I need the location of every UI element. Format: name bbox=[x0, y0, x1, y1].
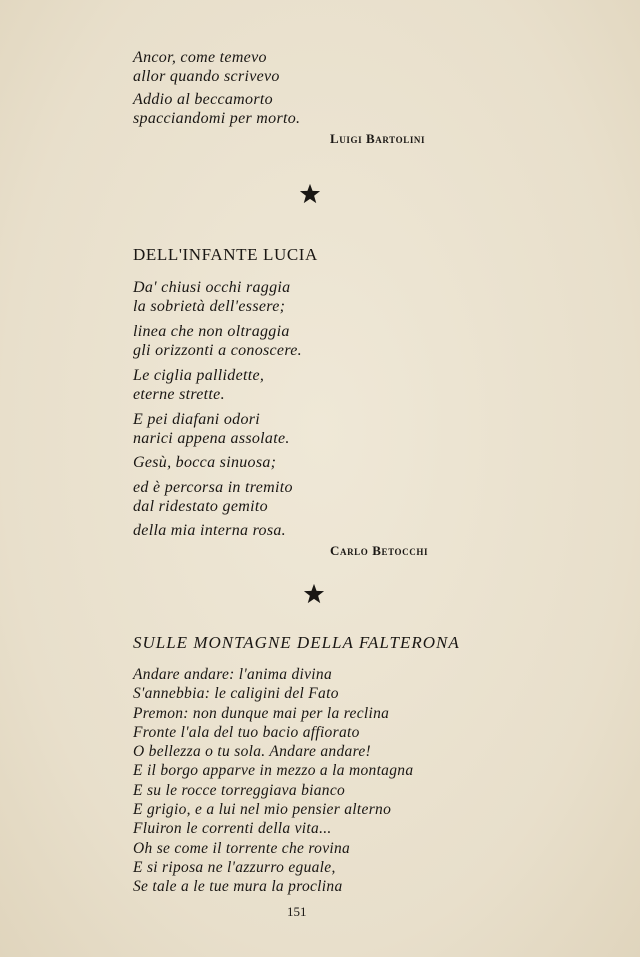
poem2-stanza-6 bbox=[133, 478, 293, 516]
poem2-title: DELL'INFANTE LUCIA bbox=[133, 245, 318, 264]
poem-line: Fronte l'ala del tuo bacio affiorato bbox=[133, 723, 360, 741]
page-number: 151 bbox=[287, 904, 307, 919]
poem2-author: Carlo Betocchi bbox=[330, 543, 429, 558]
poem2-stanza-4 bbox=[133, 410, 290, 448]
poem-line: ed è percorsa in tremito bbox=[133, 479, 293, 496]
poem2-stanza-1 bbox=[133, 278, 290, 316]
star-icon bbox=[299, 183, 321, 205]
poem-line: gli orizzonti a conoscere. bbox=[133, 342, 302, 359]
poem3-title: SULLE MONTAGNE DELLA FALTERONA bbox=[133, 633, 460, 652]
poem-line: Fluiron le correnti della vita... bbox=[133, 820, 332, 838]
poem-line: O bellezza o tu sola. Andare andare! bbox=[133, 743, 371, 761]
poem-line: della mia interna rosa. bbox=[133, 522, 286, 539]
poem-line: E su le rocce torreggiava bianco bbox=[133, 781, 346, 799]
poem-line: Addio al beccamorto bbox=[133, 91, 273, 108]
poem-line: linea che non oltraggia bbox=[133, 323, 290, 340]
poem-line: Gesù, bocca sinuosa; bbox=[133, 454, 277, 471]
poem-line: dal ridestato gemito bbox=[133, 498, 268, 515]
poem-line: Andare andare: l'anima divina bbox=[133, 666, 332, 683]
poem2-stanza-7 bbox=[133, 521, 286, 540]
poem-line: Se tale a le tue mura la proclina bbox=[133, 878, 343, 896]
poem-line: Le ciglia pallidette, bbox=[133, 367, 265, 384]
star-icon bbox=[303, 583, 325, 605]
poem-line: E pei diafani odori bbox=[133, 411, 261, 428]
poem-line: spacciandomi per morto. bbox=[133, 110, 301, 127]
poem3-stanza bbox=[133, 665, 413, 897]
poem2-stanza-5 bbox=[133, 453, 276, 472]
poem1-author: Luigi Bartolini bbox=[330, 131, 426, 146]
poem-line: E si riposa ne l'azzurro eguale, bbox=[133, 858, 336, 876]
poem2-stanza-2 bbox=[133, 322, 302, 360]
poem-line: allor quando scrivevo bbox=[133, 68, 280, 85]
poem1-stanza-2 bbox=[133, 90, 300, 128]
poem2-stanza-3 bbox=[133, 366, 264, 404]
poem-line: Oh se come il torrente che rovina bbox=[133, 839, 351, 857]
poem-line: E il borgo apparve in mezzo a la montagna bbox=[133, 762, 414, 780]
poem-line: Premon: non dunque mai per la reclina bbox=[133, 704, 390, 722]
poem-line: Da' chiusi occhi raggia bbox=[133, 279, 291, 296]
poem-line: la sobrietà dell'essere; bbox=[133, 298, 286, 315]
poem1-stanza-1 bbox=[133, 48, 280, 86]
poem-line: Ancor, come temevo bbox=[133, 49, 267, 66]
poem-line: eterne strette. bbox=[133, 386, 225, 403]
poem-line: S'annebbia: le caligini del Fato bbox=[133, 685, 339, 703]
poem-line: E grigio, e a lui nel mio pensier alterno bbox=[133, 801, 392, 819]
poem-line: narici appena assolate. bbox=[133, 430, 290, 447]
